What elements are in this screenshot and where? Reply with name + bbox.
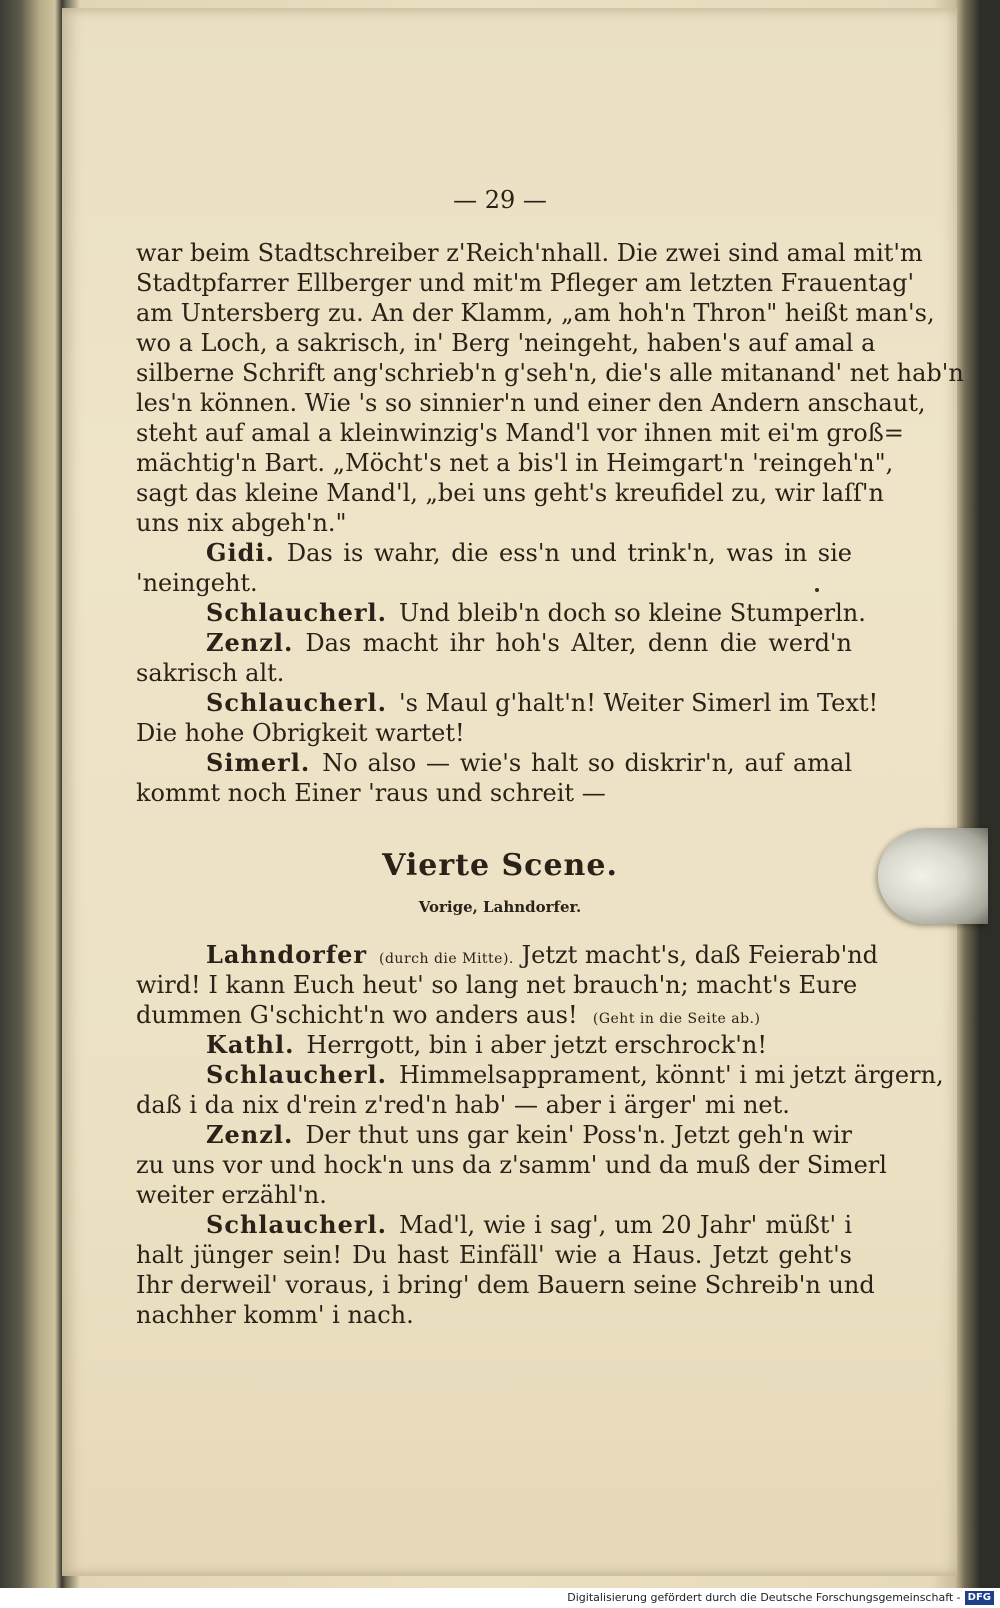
dfg-logo: DFG <box>965 1591 994 1605</box>
speaker-name: Gidi. <box>206 538 275 567</box>
speaker-name: Zenzl. <box>206 628 294 657</box>
dialogue-line <box>136 538 852 568</box>
lahndorfer-line-2: wird! I kann Euch heut' so lang net brauch'n; macht's Eure <box>136 971 858 999</box>
speaker-name: Schlaucherl. <box>206 598 387 627</box>
text-line: Stadtpfarrer Ellberger und mit'm Pfleger am letzten Frauentag' <box>136 269 915 297</box>
footer-text: Digitalisierung gefördert durch die Deutsche Forschungsgemeinschaft - <box>567 1591 961 1604</box>
speech-text: Mad'l, wie i sag', um 20 Jahr' müßt' i <box>398 1211 852 1239</box>
dialogue-line: Die hohe Obrigkeit wartet! <box>136 719 465 747</box>
speech-text: No also — wie's halt so diskrir'n, auf amal <box>322 749 852 777</box>
speech-text: 's Maul g'halt'n! Weiter Simerl im Text! <box>398 689 879 717</box>
speech-text: Der thut uns gar kein' Poss'n. Jetzt geh'n wir <box>305 1121 852 1149</box>
text-line: steht auf amal a kleinwinzig's Mand'l vor ihnen mit ei'm groß= <box>136 419 904 447</box>
dialogue-line: sakrisch alt. <box>136 659 285 687</box>
speaker-name: Schlaucherl. <box>206 1060 387 1089</box>
text-block-narration <box>136 238 964 538</box>
dialogue-line <box>136 1030 852 1060</box>
speaker-name: Schlaucherl. <box>206 688 387 717</box>
text-line: wo a Loch, a sakrisch, in' Berg 'neingeht, haben's auf amal a <box>136 329 876 357</box>
lahndorfer-line-1 <box>136 940 879 970</box>
text-line: war beim Stadtschreiber z'Reich'nhall. Die zwei sind amal mit'm <box>136 239 923 267</box>
speech-text: Himmelsapprament, könnt' i mi jetzt ärgern, <box>398 1061 944 1089</box>
text-line: sagt das kleine Mand'l, „bei uns geht's kreufidel zu, wir laſſ'n <box>136 479 884 507</box>
dialogue-line <box>136 1120 852 1150</box>
dialogue-line: zu uns vor und hock'n uns da z'samm' und da muß der Simerl <box>136 1151 887 1179</box>
speech-text: Und bleib'n doch so kleine Stumperln. <box>398 599 866 627</box>
speech-text: Herrgott, bin i aber jetzt erschrock'n! <box>306 1031 767 1059</box>
lahndorfer-speech <box>136 940 879 1030</box>
speaker-name: Schlaucherl. <box>206 1210 387 1239</box>
speaker-name: Simerl. <box>206 748 311 777</box>
dialogue-line: weiter erzähl'n. <box>136 1181 327 1209</box>
dialogue-line: nachher komm' i nach. <box>136 1301 414 1329</box>
speech-text: dummen G'schicht'n wo anders aus! <box>136 1001 578 1029</box>
speaker-name: Kathl. <box>206 1030 295 1059</box>
page-number: — 29 — <box>453 186 547 214</box>
text-line: mächtig'n Bart. „Möcht's net a bis'l in Heimgart'n 'reingeh'n", <box>136 449 894 477</box>
dialogue-line <box>136 1210 852 1240</box>
text-line: silberne Schrift ang'schrieb'n g'seh'n, die's alle mitanand' net hab'n <box>136 359 964 387</box>
dialogue-line <box>136 688 879 718</box>
dialogue-line: kommt noch Einer 'raus und schreit — <box>136 779 606 807</box>
speech-text: Jetzt macht's, daß Feierab'nd <box>521 941 879 969</box>
text-line: am Untersberg zu. An der Klamm, „am hoh'n Thron" heißt man's, <box>136 299 935 327</box>
dialogue-line: halt jünger sein! Du hast Einfäll' wie a Haus. Jetzt geht's <box>136 1241 852 1269</box>
scene-cast: Vorige, Lahndorfer. <box>418 898 582 916</box>
dialogue-line: Ihr derweil' voraus, i bring' dem Bauern seine Schreib'n und <box>136 1271 875 1299</box>
dialogue-line <box>136 1060 944 1090</box>
dialogue-line <box>136 598 866 628</box>
dialogue-block-1 <box>136 538 879 808</box>
stage-direction: (durch die Mitte). <box>379 951 514 967</box>
text-line: uns nix abgeh'n." <box>136 509 347 537</box>
dialogue-block-2 <box>136 1030 944 1330</box>
speech-text: Das is wahr, die ess'n und trink'n, was in sie <box>286 539 852 567</box>
ink-speck <box>815 588 819 592</box>
scene-title: Vierte Scene. <box>382 848 618 883</box>
dialogue-line <box>136 748 852 778</box>
speaker-name: Lahndorfer <box>206 940 367 969</box>
dialogue-line: 'neingeht. <box>136 569 258 597</box>
lahndorfer-line-3 <box>136 1000 852 1030</box>
stage-direction: (Geht in die Seite ab.) <box>592 1011 761 1027</box>
speaker-name: Zenzl. <box>206 1120 294 1149</box>
speech-text: Das macht ihr hoh's Alter, denn die werd'n <box>305 629 852 657</box>
footer-credit <box>0 1588 1000 1608</box>
dialogue-line: daß i da nix d'rein z'red'n hab' — aber i ärger' mi net. <box>136 1091 790 1119</box>
dialogue-line <box>136 628 852 658</box>
text-line: les'n können. Wie 's so sinnier'n und einer den Andern anschaut, <box>136 389 926 417</box>
